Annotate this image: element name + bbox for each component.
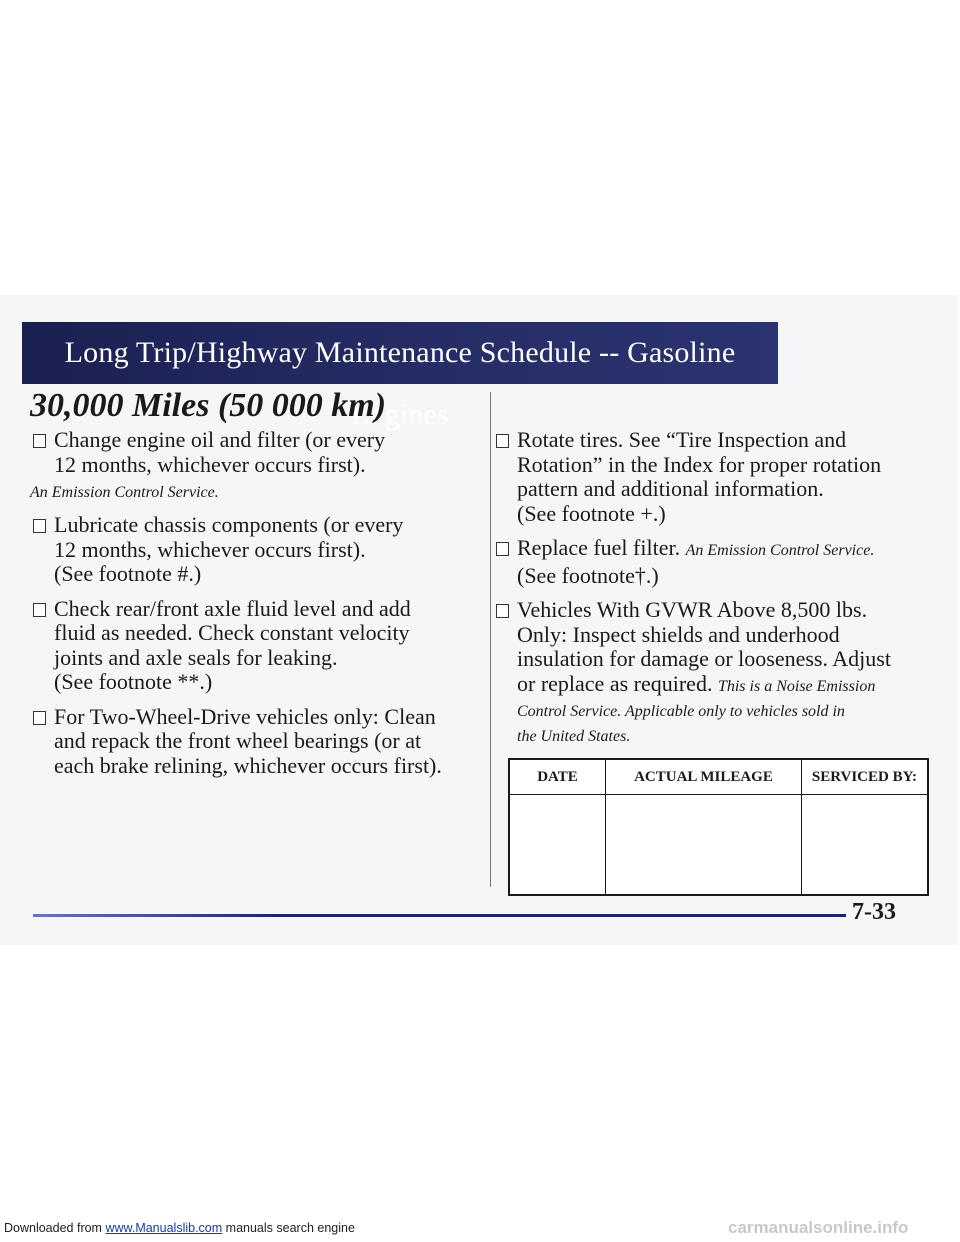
left-column	[30, 428, 480, 788]
emission-note: An Emission Control Service.	[30, 484, 219, 501]
checkbox-icon[interactable]	[496, 604, 509, 618]
checkbox-icon[interactable]	[496, 542, 509, 556]
mileage-entry-cell[interactable]	[606, 795, 802, 896]
column-header-date: DATE	[509, 759, 606, 795]
date-entry-cell[interactable]	[509, 795, 606, 896]
checklist-item: Check rear/front axle fluid level and add fluid as needed. Check constant velocity joints and axle seals for leaking. (See footnote **.)	[30, 597, 480, 695]
checkbox-icon[interactable]	[33, 519, 46, 533]
checklist-item: Rotate tires. See “Tire Inspection and Rotation” in the Index for proper rotation pattern and additional information. (See footnote +.)	[493, 428, 933, 526]
mileage-heading: 30,000 Miles (50 000 km)	[30, 387, 387, 424]
service-log-table	[508, 758, 929, 896]
checkbox-icon[interactable]	[33, 434, 46, 448]
checklist-item: Lubricate chassis components (or every 12 months, whichever occurs first). (See footnote #.)	[30, 513, 480, 587]
serviced-by-entry-cell[interactable]	[801, 795, 928, 896]
checklist-item: For Two-Wheel-Drive vehicles only: Clean and repack the front wheel bearings (or at each brake relining, whichever occurs first).	[30, 705, 480, 779]
manualslib-link[interactable]: www.Manualslib.com	[105, 1221, 223, 1235]
checklist-item: Replace fuel filter. An Emission Control Service. (See footnote†.)	[493, 536, 933, 588]
checkbox-icon[interactable]	[33, 603, 46, 617]
download-footer: Downloaded from www.Manualslib.com manuals search engine	[4, 1221, 355, 1235]
checkbox-icon[interactable]	[33, 711, 46, 725]
column-divider	[490, 392, 491, 887]
noise-emission-note: This is a Noise Emission	[717, 677, 876, 695]
footer-rule	[33, 914, 846, 917]
checklist-item: Change engine oil and filter (or every 12 months, whichever occurs first). An Emission Control Service.	[30, 428, 480, 503]
column-header-mileage: ACTUAL MILEAGE	[606, 759, 802, 795]
section-banner: Long Trip/Highway Maintenance Schedule -- Gasoline Engines	[22, 322, 778, 384]
right-column	[493, 428, 933, 759]
page-number: 7-33	[852, 899, 896, 925]
emission-note: An Emission Control Service.	[685, 542, 875, 559]
checklist-item: Vehicles With GVWR Above 8,500 lbs. Only: Inspect shields and underhood insulation for damage or looseness. Adjust or replace as required. This is a Noise Emission Control Service. Applicable only to vehicles sold in the United States.	[493, 598, 933, 749]
checkbox-icon[interactable]	[496, 434, 509, 448]
column-header-serviced-by: SERVICED BY:	[801, 759, 928, 795]
site-watermark: carmanualsonline.info	[728, 1218, 909, 1237]
